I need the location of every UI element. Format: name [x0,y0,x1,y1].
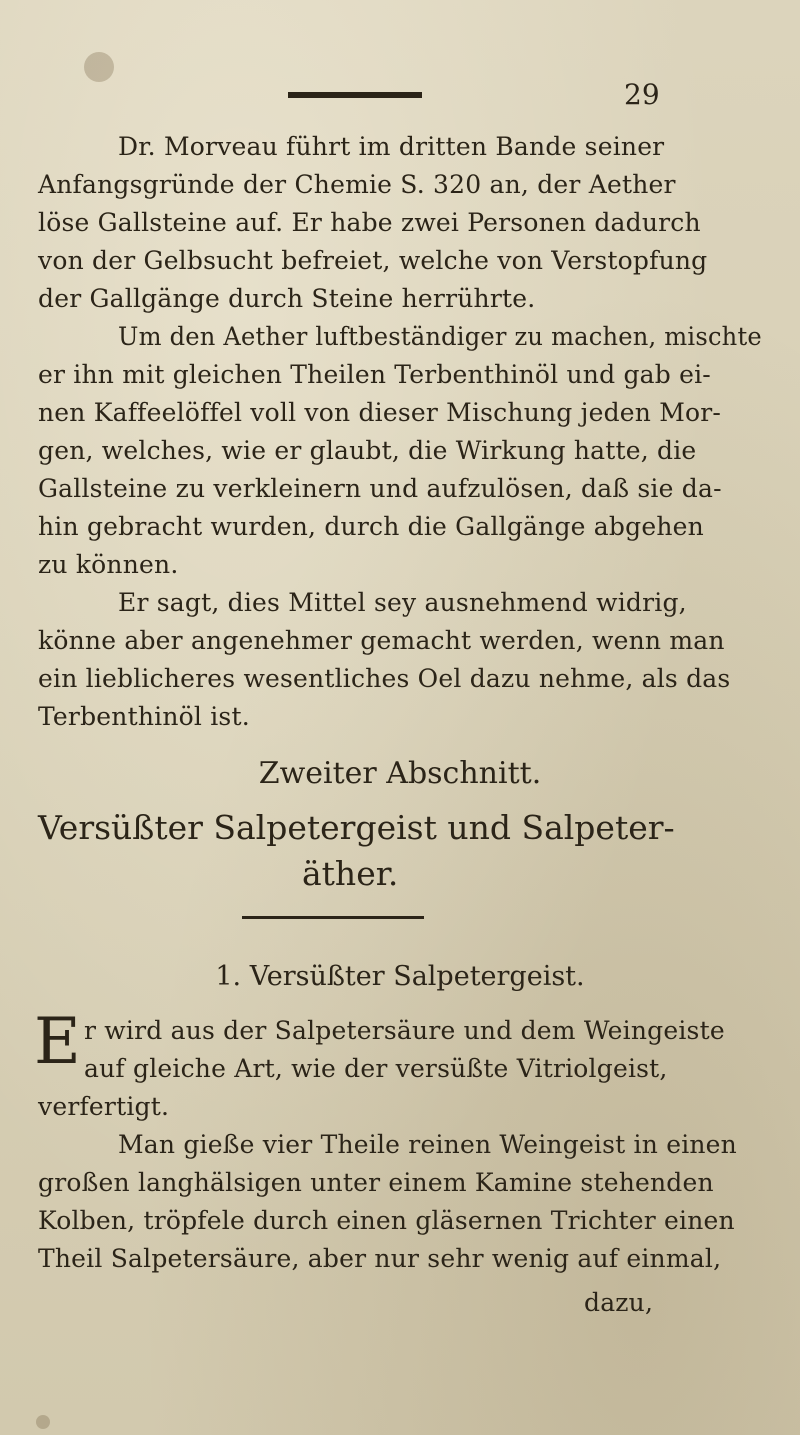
text-line: r wird aus der Salpetersäure und dem Weingeiste [84,1016,725,1045]
text-line: Dr. Morveau führt im dritten Bande seiner [118,132,665,161]
text-line: Gallsteine zu verkleinern und aufzulösen, daß sie da- [38,474,722,503]
text-line: er ihn mit gleichen Theilen Terbenthinöl und gab ei- [38,360,711,389]
text-line: Terbenthinöl ist. [38,702,250,731]
section-title: 1. Versüßter Salpetergeist. [215,961,585,992]
text-line: verfertigt. [38,1092,170,1121]
chapter-title-continued: äther. [302,854,399,893]
text-line: zu können. [38,550,179,579]
text-line: Um den Aether luftbeständiger zu machen, mischte [118,322,762,351]
text-line: der Gallgänge durch Steine herrührte. [38,284,536,313]
text-line: hin gebracht wurden, durch die Gallgänge abgehen [38,512,704,541]
drop-cap: E [34,1005,81,1079]
text-line: nen Kaffeelöffel voll von dieser Mischung jeden Mor- [38,398,722,427]
catchword: dazu, [584,1288,654,1317]
text-line: Er sagt, dies Mittel sey ausnehmend widrig, [118,588,687,617]
page-number: 29 [624,78,660,111]
text-line: Theil Salpetersäure, aber nur sehr wenig auf einmal, [38,1244,722,1273]
section-rule [242,916,424,919]
text-line: Anfangsgründe der Chemie S. 320 an, der Aether [38,170,676,199]
chapter-subheading: Zweiter Abschnitt. [258,756,542,791]
ink-stain [36,1415,50,1429]
text-line: auf gleiche Art, wie der versüßte Vitriolgeist, [84,1054,668,1083]
text-line: Kolben, tröpfele durch einen gläsernen Trichter einen [38,1206,735,1235]
text-line: großen langhälsigen unter einem Kamine stehenden [38,1168,714,1197]
text-line: ein lieblicheres wesentliches Oel dazu nehme, als das [38,664,731,693]
text-line: von der Gelbsucht befreiet, welche von Verstopfung [38,246,708,275]
text-line: löse Gallsteine auf. Er habe zwei Personen dadurch [38,208,701,237]
header-rule [288,92,422,98]
text-line: könne aber angenehmer gemacht werden, wenn man [38,626,725,655]
ink-stain [84,52,114,82]
text-line: Man gieße vier Theile reinen Weingeist in einen [118,1130,737,1159]
text-line: gen, welches, wie er glaubt, die Wirkung hatte, die [38,436,697,465]
chapter-title: Versüßter Salpetergeist und Salpeter- [38,808,675,847]
